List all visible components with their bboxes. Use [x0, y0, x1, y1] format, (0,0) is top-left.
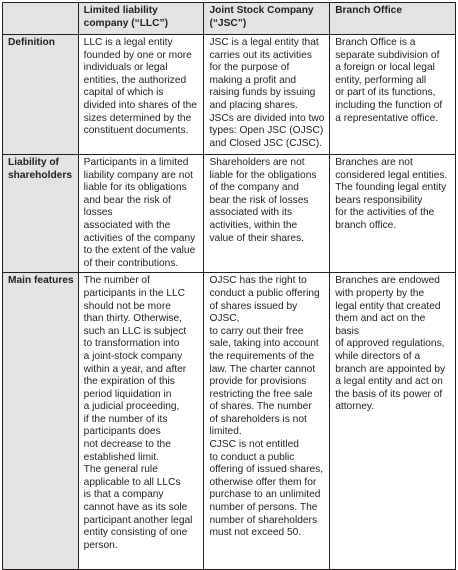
cell-llc-main-features — [78, 273, 204, 570]
row-label-liability — [3, 155, 79, 273]
row-label-text: Liability of shareholders — [8, 157, 72, 181]
table-row-definition — [3, 35, 456, 155]
table-row-main-features — [3, 273, 456, 570]
comparison-table — [2, 2, 456, 570]
cell-jsc-main-features — [204, 273, 330, 570]
cell-text: Branches are not considered legal entities. The founding legal entity bears responsibility for the activities of the branch office. — [335, 157, 448, 231]
cell-text: LLC is a legal entity founded by one or more individuals or legal entities, the authorized capital of which is divided into shares of the sizes determined by the constituent documents. — [83, 37, 197, 137]
cell-text: JSC is a legal entity that carries out its activities for the purpose of making a profit and raising funds by issuing and placing shares. JSCs are divided into two types: Open JSC (OJSC) and Closed JSC (CJSC). — [209, 37, 325, 149]
cell-text: Branches are endowed with property by the legal entity that created them and act on the basis of approved regulations, while directors of a branch are appointed by a legal entity and act on the basis of its power of attorney. — [335, 275, 446, 413]
cell-llc-liability — [78, 155, 204, 273]
header-jsc — [204, 3, 330, 35]
cell-jsc-definition — [204, 35, 330, 155]
header-jsc-text: Joint Stock Company (“JSC”) — [209, 5, 314, 29]
row-label-text: Main features — [8, 275, 74, 287]
cell-branch-main-features — [330, 273, 456, 570]
cell-text: The number of participants in the LLC should not be more than thirty. Otherwise, such an LLC is subject to transformation into a joint-stock company within a year, and after the expiration of this period liquidation in a judicial proceeding, if the number of its participants does not decrease to the established limit. The general rule applicable to all LLCs is that a company cannot have as its sole participant another legal entity consisting of one person. — [83, 275, 193, 551]
cell-text: Shareholders are not liable for the obligations of the company and bear the risk of losses associated with its activities, within the value of their shares. — [209, 157, 317, 244]
table-header-row — [3, 3, 456, 35]
header-empty-cell — [3, 3, 79, 35]
row-label-definition — [3, 35, 79, 155]
comparison-table-container — [2, 2, 456, 570]
row-label-main-features — [3, 273, 79, 570]
cell-jsc-liability — [204, 155, 330, 273]
row-label-text: Definition — [8, 37, 55, 48]
cell-branch-definition — [330, 35, 456, 155]
header-llc-text: Limited liability company (“LLC”) — [83, 5, 169, 29]
cell-text: OJSC has the right to conduct a public offering of shares issued by OJSC, to carry out their free sale, taking into account the requirements of the law. The charter cannot provide for provisions restricting the free sale of shares. The number of shareholders is not limited. CJSC is not entitled to conduct a public offering of issued shares, otherwise offer them for purchase to an unlimited number of persons. The number of shareholders must not exceed 50. — [209, 275, 324, 539]
cell-text: Participants in a limited liability company are not liable for its obligations and bear the risk of losses associated with the activities of the company to the extent of the value of their contributions. — [83, 157, 196, 269]
cell-branch-liability — [330, 155, 456, 273]
cell-llc-definition — [78, 35, 204, 155]
table-row-liability — [3, 155, 456, 273]
header-branch-text: Branch Office — [335, 5, 403, 16]
cell-text: Branch Office is a separate subdivision of a foreign or local legal entity, performing all or part of its functions, including the function of a representative office. — [335, 37, 443, 124]
header-branch — [330, 3, 456, 35]
header-llc — [78, 3, 204, 35]
